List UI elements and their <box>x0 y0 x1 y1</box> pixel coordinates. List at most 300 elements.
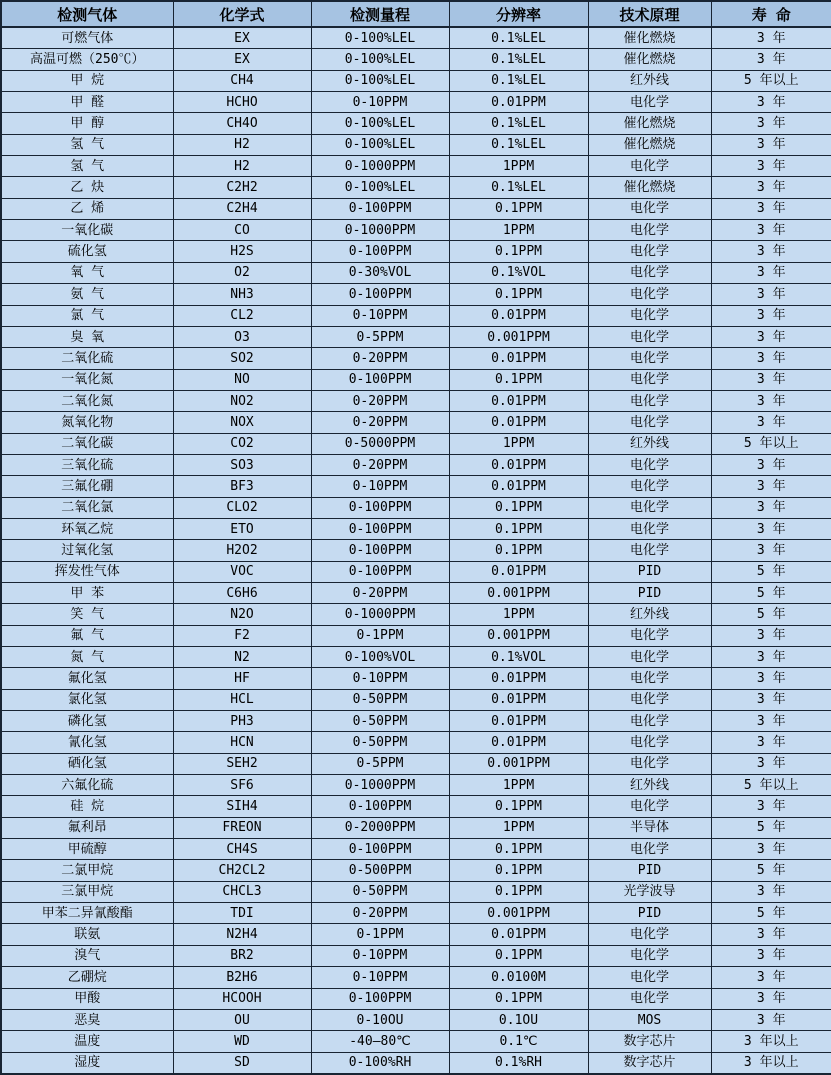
cell-range: 0-20PPM <box>311 454 449 475</box>
cell-formula: WD <box>173 1031 311 1052</box>
cell-formula: SD <box>173 1052 311 1074</box>
cell-lifespan: 3 年 <box>711 540 831 561</box>
cell-resolution: 1PPM <box>449 156 588 177</box>
cell-principle: PID <box>588 903 711 924</box>
cell-principle: 电化学 <box>588 369 711 390</box>
cell-resolution: 1PPM <box>449 775 588 796</box>
table-row <box>1 433 831 454</box>
cell-principle: 电化学 <box>588 284 711 305</box>
cell-formula: C2H4 <box>173 198 311 219</box>
cell-lifespan: 3 年 <box>711 1009 831 1030</box>
cell-formula: SF6 <box>173 775 311 796</box>
cell-resolution: 0.001PPM <box>449 326 588 347</box>
cell-lifespan: 5 年 <box>711 604 831 625</box>
cell-resolution: 0.001PPM <box>449 753 588 774</box>
table-row <box>1 839 831 860</box>
cell-resolution: 0.01PPM <box>449 689 588 710</box>
cell-resolution: 0.1℃ <box>449 1031 588 1052</box>
table-row <box>1 27 831 49</box>
cell-principle: 电化学 <box>588 241 711 262</box>
cell-range: 0-1000PPM <box>311 775 449 796</box>
table-row <box>1 369 831 390</box>
cell-gas: 六氟化硫 <box>1 775 173 796</box>
cell-resolution: 0.001PPM <box>449 625 588 646</box>
cell-range: 0-100PPM <box>311 796 449 817</box>
header-formula: 化学式 <box>173 1 311 27</box>
cell-formula: NO2 <box>173 390 311 411</box>
cell-resolution: 0.01PPM <box>449 561 588 582</box>
cell-resolution: 0.001PPM <box>449 903 588 924</box>
cell-resolution: 1PPM <box>449 817 588 838</box>
cell-principle: 电化学 <box>588 711 711 732</box>
cell-gas: 氮 气 <box>1 647 173 668</box>
table-row <box>1 412 831 433</box>
cell-formula: CH4 <box>173 70 311 91</box>
cell-gas: 三氯甲烷 <box>1 881 173 902</box>
cell-formula: C6H6 <box>173 582 311 603</box>
cell-range: 0-100%LEL <box>311 177 449 198</box>
cell-range: 0-50PPM <box>311 711 449 732</box>
table-row <box>1 540 831 561</box>
cell-formula: HF <box>173 668 311 689</box>
cell-principle: 电化学 <box>588 518 711 539</box>
cell-formula: FREON <box>173 817 311 838</box>
cell-range: 0-50PPM <box>311 689 449 710</box>
cell-principle: 电化学 <box>588 220 711 241</box>
cell-gas: 笑 气 <box>1 604 173 625</box>
cell-range: 0-100PPM <box>311 369 449 390</box>
table-row <box>1 284 831 305</box>
cell-principle: 红外线 <box>588 775 711 796</box>
cell-gas: 联氨 <box>1 924 173 945</box>
cell-gas: 硅 烷 <box>1 796 173 817</box>
cell-gas: 氧 气 <box>1 262 173 283</box>
cell-gas: 氟 气 <box>1 625 173 646</box>
cell-gas: 甲 烷 <box>1 70 173 91</box>
cell-resolution: 0.001PPM <box>449 582 588 603</box>
cell-formula: CHCL3 <box>173 881 311 902</box>
table-row <box>1 689 831 710</box>
cell-formula: O2 <box>173 262 311 283</box>
table-row <box>1 390 831 411</box>
cell-principle: 电化学 <box>588 988 711 1009</box>
cell-principle: 电化学 <box>588 967 711 988</box>
cell-gas: 甲 醇 <box>1 113 173 134</box>
table-row <box>1 476 831 497</box>
cell-lifespan: 5 年以上 <box>711 70 831 91</box>
cell-formula: SO2 <box>173 348 311 369</box>
table-row <box>1 732 831 753</box>
cell-formula: CH4S <box>173 839 311 860</box>
table-row <box>1 604 831 625</box>
cell-gas: 二氯甲烷 <box>1 860 173 881</box>
cell-resolution: 0.1%LEL <box>449 134 588 155</box>
cell-range: 0-1000PPM <box>311 604 449 625</box>
cell-gas: 溴气 <box>1 945 173 966</box>
cell-resolution: 0.1%LEL <box>449 113 588 134</box>
cell-range: 0-10PPM <box>311 476 449 497</box>
table-row <box>1 860 831 881</box>
cell-range: 0-20PPM <box>311 903 449 924</box>
cell-formula: BR2 <box>173 945 311 966</box>
cell-lifespan: 3 年 <box>711 412 831 433</box>
table-row <box>1 924 831 945</box>
cell-lifespan: 3 年 <box>711 689 831 710</box>
cell-lifespan: 3 年 <box>711 92 831 113</box>
cell-principle: 电化学 <box>588 668 711 689</box>
cell-resolution: 0.01PPM <box>449 711 588 732</box>
cell-principle: 电化学 <box>588 924 711 945</box>
cell-formula: CLO2 <box>173 497 311 518</box>
cell-range: 0-10PPM <box>311 945 449 966</box>
cell-gas: 氯 气 <box>1 305 173 326</box>
cell-principle: 催化燃烧 <box>588 177 711 198</box>
cell-range: 0-30%VOL <box>311 262 449 283</box>
cell-lifespan: 3 年 <box>711 967 831 988</box>
cell-lifespan: 3 年 <box>711 369 831 390</box>
table-row <box>1 988 831 1009</box>
table-row <box>1 156 831 177</box>
cell-lifespan: 3 年 <box>711 49 831 70</box>
table-row <box>1 647 831 668</box>
cell-range: 0-10PPM <box>311 92 449 113</box>
cell-principle: 电化学 <box>588 305 711 326</box>
cell-gas: 氰化氢 <box>1 732 173 753</box>
cell-range: 0-1000PPM <box>311 220 449 241</box>
table-row <box>1 134 831 155</box>
table-row <box>1 1009 831 1030</box>
cell-range: 0-5PPM <box>311 326 449 347</box>
cell-resolution: 0.0100M <box>449 967 588 988</box>
cell-lifespan: 3 年 <box>711 839 831 860</box>
cell-formula: N2H4 <box>173 924 311 945</box>
cell-principle: 电化学 <box>588 326 711 347</box>
cell-principle: 催化燃烧 <box>588 49 711 70</box>
cell-range: 0-20PPM <box>311 582 449 603</box>
cell-principle: 电化学 <box>588 839 711 860</box>
cell-range: 0-1PPM <box>311 625 449 646</box>
cell-gas: 甲硫醇 <box>1 839 173 860</box>
table-row <box>1 711 831 732</box>
cell-range: 0-100PPM <box>311 988 449 1009</box>
table-row <box>1 561 831 582</box>
cell-principle: 电化学 <box>588 262 711 283</box>
cell-lifespan: 3 年 <box>711 177 831 198</box>
cell-gas: 二氧化氯 <box>1 497 173 518</box>
table-row <box>1 454 831 475</box>
cell-resolution: 0.1%LEL <box>449 177 588 198</box>
cell-formula: NOX <box>173 412 311 433</box>
cell-resolution: 0.1PPM <box>449 796 588 817</box>
cell-principle: 电化学 <box>588 796 711 817</box>
header-gas: 检测气体 <box>1 1 173 27</box>
cell-resolution: 0.1PPM <box>449 241 588 262</box>
table-row <box>1 92 831 113</box>
cell-lifespan: 3 年 <box>711 732 831 753</box>
cell-gas: 氮氧化物 <box>1 412 173 433</box>
cell-principle: PID <box>588 582 711 603</box>
cell-range: 0-100PPM <box>311 241 449 262</box>
cell-formula: F2 <box>173 625 311 646</box>
cell-formula: SIH4 <box>173 796 311 817</box>
table-row <box>1 1052 831 1074</box>
cell-range: 0-500PPM <box>311 860 449 881</box>
cell-gas: 甲酸 <box>1 988 173 1009</box>
table-row <box>1 348 831 369</box>
cell-formula: CO2 <box>173 433 311 454</box>
cell-range: 0-2000PPM <box>311 817 449 838</box>
cell-resolution: 0.01PPM <box>449 924 588 945</box>
cell-formula: H2S <box>173 241 311 262</box>
cell-resolution: 0.1%VOL <box>449 647 588 668</box>
cell-principle: 电化学 <box>588 647 711 668</box>
cell-lifespan: 3 年 <box>711 796 831 817</box>
cell-principle: 半导体 <box>588 817 711 838</box>
cell-resolution: 0.1PPM <box>449 540 588 561</box>
cell-principle: 电化学 <box>588 412 711 433</box>
cell-gas: 氢 气 <box>1 156 173 177</box>
cell-formula: H2 <box>173 156 311 177</box>
cell-resolution: 0.1%LEL <box>449 49 588 70</box>
table-row <box>1 903 831 924</box>
cell-range: 0-100PPM <box>311 284 449 305</box>
cell-lifespan: 3 年 <box>711 262 831 283</box>
cell-principle: 电化学 <box>588 689 711 710</box>
cell-range: 0-10PPM <box>311 967 449 988</box>
cell-gas: 甲苯二异氰酸酯 <box>1 903 173 924</box>
cell-range: 0-1000PPM <box>311 156 449 177</box>
cell-formula: B2H6 <box>173 967 311 988</box>
cell-resolution: 0.1%LEL <box>449 70 588 91</box>
cell-lifespan: 5 年 <box>711 582 831 603</box>
cell-lifespan: 3 年 <box>711 454 831 475</box>
table-row <box>1 817 831 838</box>
cell-lifespan: 5 年 <box>711 903 831 924</box>
cell-principle: 光学波导 <box>588 881 711 902</box>
cell-formula: CH4O <box>173 113 311 134</box>
header-lifespan: 寿 命 <box>711 1 831 27</box>
cell-principle: 电化学 <box>588 390 711 411</box>
cell-gas: 二氧化硫 <box>1 348 173 369</box>
cell-gas: 一氧化碳 <box>1 220 173 241</box>
cell-lifespan: 3 年 <box>711 625 831 646</box>
cell-gas: 氟利昂 <box>1 817 173 838</box>
cell-gas: 氯化氢 <box>1 689 173 710</box>
cell-resolution: 0.1PPM <box>449 988 588 1009</box>
cell-formula: N2O <box>173 604 311 625</box>
header-resolution: 分辨率 <box>449 1 588 27</box>
cell-formula: BF3 <box>173 476 311 497</box>
cell-gas: 可燃气体 <box>1 27 173 49</box>
cell-gas: 二氧化氮 <box>1 390 173 411</box>
table-row <box>1 326 831 347</box>
cell-formula: O3 <box>173 326 311 347</box>
table-row <box>1 497 831 518</box>
cell-lifespan: 5 年 <box>711 817 831 838</box>
cell-principle: 红外线 <box>588 70 711 91</box>
cell-resolution: 0.1PPM <box>449 497 588 518</box>
cell-resolution: 0.1PPM <box>449 945 588 966</box>
cell-lifespan: 3 年 <box>711 924 831 945</box>
cell-range: 0-100%LEL <box>311 49 449 70</box>
cell-formula: CO <box>173 220 311 241</box>
table-row <box>1 305 831 326</box>
cell-range: -40—80℃ <box>311 1031 449 1052</box>
cell-gas: 三氧化硫 <box>1 454 173 475</box>
cell-range: 0-20PPM <box>311 390 449 411</box>
table-row <box>1 753 831 774</box>
cell-gas: 温度 <box>1 1031 173 1052</box>
cell-lifespan: 3 年 <box>711 305 831 326</box>
cell-gas: 湿度 <box>1 1052 173 1074</box>
table-row <box>1 967 831 988</box>
table-row <box>1 177 831 198</box>
table-row <box>1 668 831 689</box>
cell-principle: 电化学 <box>588 454 711 475</box>
cell-gas: 磷化氢 <box>1 711 173 732</box>
table-row <box>1 881 831 902</box>
cell-range: 0-100PPM <box>311 839 449 860</box>
cell-range: 0-20PPM <box>311 412 449 433</box>
cell-principle: 电化学 <box>588 732 711 753</box>
cell-lifespan: 3 年 <box>711 668 831 689</box>
cell-formula: HCL <box>173 689 311 710</box>
table-row <box>1 625 831 646</box>
cell-lifespan: 3 年 <box>711 326 831 347</box>
cell-lifespan: 3 年 <box>711 156 831 177</box>
table-row <box>1 49 831 70</box>
cell-lifespan: 5 年以上 <box>711 775 831 796</box>
table-header <box>1 1 831 27</box>
cell-formula: ETO <box>173 518 311 539</box>
header-row <box>1 1 831 27</box>
cell-resolution: 0.1%VOL <box>449 262 588 283</box>
cell-resolution: 0.01PPM <box>449 348 588 369</box>
table-row <box>1 582 831 603</box>
cell-principle: 电化学 <box>588 92 711 113</box>
cell-principle: 电化学 <box>588 497 711 518</box>
cell-gas: 氢 气 <box>1 134 173 155</box>
cell-resolution: 1PPM <box>449 433 588 454</box>
cell-lifespan: 3 年 <box>711 647 831 668</box>
table-row <box>1 518 831 539</box>
cell-formula: OU <box>173 1009 311 1030</box>
cell-formula: PH3 <box>173 711 311 732</box>
cell-resolution: 0.1PPM <box>449 881 588 902</box>
cell-gas: 挥发性气体 <box>1 561 173 582</box>
cell-resolution: 0.01PPM <box>449 305 588 326</box>
cell-range: 0-20PPM <box>311 348 449 369</box>
cell-gas: 环氧乙烷 <box>1 518 173 539</box>
cell-range: 0-100%VOL <box>311 647 449 668</box>
cell-gas: 高温可燃（250℃） <box>1 49 173 70</box>
cell-gas: 过氧化氢 <box>1 540 173 561</box>
cell-formula: VOC <box>173 561 311 582</box>
cell-formula: NO <box>173 369 311 390</box>
table-row <box>1 198 831 219</box>
cell-gas: 乙 烯 <box>1 198 173 219</box>
cell-principle: 电化学 <box>588 945 711 966</box>
table-row <box>1 1031 831 1052</box>
cell-lifespan: 3 年 <box>711 113 831 134</box>
cell-gas: 乙 炔 <box>1 177 173 198</box>
cell-principle: 红外线 <box>588 604 711 625</box>
cell-range: 0-100PPM <box>311 198 449 219</box>
cell-range: 0-100%LEL <box>311 113 449 134</box>
cell-gas: 三氟化硼 <box>1 476 173 497</box>
cell-lifespan: 3 年 <box>711 284 831 305</box>
cell-lifespan: 3 年 <box>711 220 831 241</box>
cell-resolution: 0.01PPM <box>449 668 588 689</box>
cell-range: 0-100PPM <box>311 497 449 518</box>
cell-principle: 电化学 <box>588 753 711 774</box>
table-row <box>1 796 831 817</box>
cell-range: 0-100%LEL <box>311 134 449 155</box>
cell-gas: 乙硼烷 <box>1 967 173 988</box>
cell-lifespan: 3 年 <box>711 198 831 219</box>
cell-lifespan: 3 年以上 <box>711 1031 831 1052</box>
cell-formula: HCN <box>173 732 311 753</box>
cell-gas: 二氧化碳 <box>1 433 173 454</box>
cell-principle: PID <box>588 860 711 881</box>
cell-resolution: 0.1PPM <box>449 198 588 219</box>
cell-range: 0-5PPM <box>311 753 449 774</box>
cell-formula: HCOOH <box>173 988 311 1009</box>
cell-lifespan: 3 年 <box>711 518 831 539</box>
cell-formula: CH2CL2 <box>173 860 311 881</box>
table-row <box>1 945 831 966</box>
cell-formula: C2H2 <box>173 177 311 198</box>
table-row <box>1 241 831 262</box>
cell-gas: 一氧化氮 <box>1 369 173 390</box>
cell-gas: 硒化氢 <box>1 753 173 774</box>
cell-resolution: 0.01PPM <box>449 92 588 113</box>
cell-formula: SEH2 <box>173 753 311 774</box>
cell-resolution: 0.01PPM <box>449 476 588 497</box>
cell-resolution: 1PPM <box>449 220 588 241</box>
cell-lifespan: 3 年 <box>711 945 831 966</box>
cell-formula: SO3 <box>173 454 311 475</box>
cell-formula: H2O2 <box>173 540 311 561</box>
cell-resolution: 0.1OU <box>449 1009 588 1030</box>
cell-formula: H2 <box>173 134 311 155</box>
cell-resolution: 0.1PPM <box>449 839 588 860</box>
cell-lifespan: 3 年 <box>711 134 831 155</box>
table-row <box>1 113 831 134</box>
cell-formula: CL2 <box>173 305 311 326</box>
cell-principle: 数字芯片 <box>588 1052 711 1074</box>
cell-gas: 甲 醛 <box>1 92 173 113</box>
table-body <box>1 27 831 1074</box>
cell-principle: 催化燃烧 <box>588 134 711 155</box>
cell-lifespan: 3 年以上 <box>711 1052 831 1074</box>
cell-range: 0-1PPM <box>311 924 449 945</box>
cell-gas: 硫化氢 <box>1 241 173 262</box>
header-range: 检测量程 <box>311 1 449 27</box>
cell-resolution: 0.01PPM <box>449 454 588 475</box>
cell-gas: 甲 苯 <box>1 582 173 603</box>
cell-range: 0-50PPM <box>311 732 449 753</box>
cell-lifespan: 3 年 <box>711 476 831 497</box>
cell-resolution: 0.01PPM <box>449 412 588 433</box>
cell-resolution: 1PPM <box>449 604 588 625</box>
cell-lifespan: 3 年 <box>711 497 831 518</box>
cell-principle: 电化学 <box>588 348 711 369</box>
cell-formula: EX <box>173 49 311 70</box>
cell-lifespan: 3 年 <box>711 881 831 902</box>
cell-range: 0-100PPM <box>311 561 449 582</box>
header-principle: 技术原理 <box>588 1 711 27</box>
